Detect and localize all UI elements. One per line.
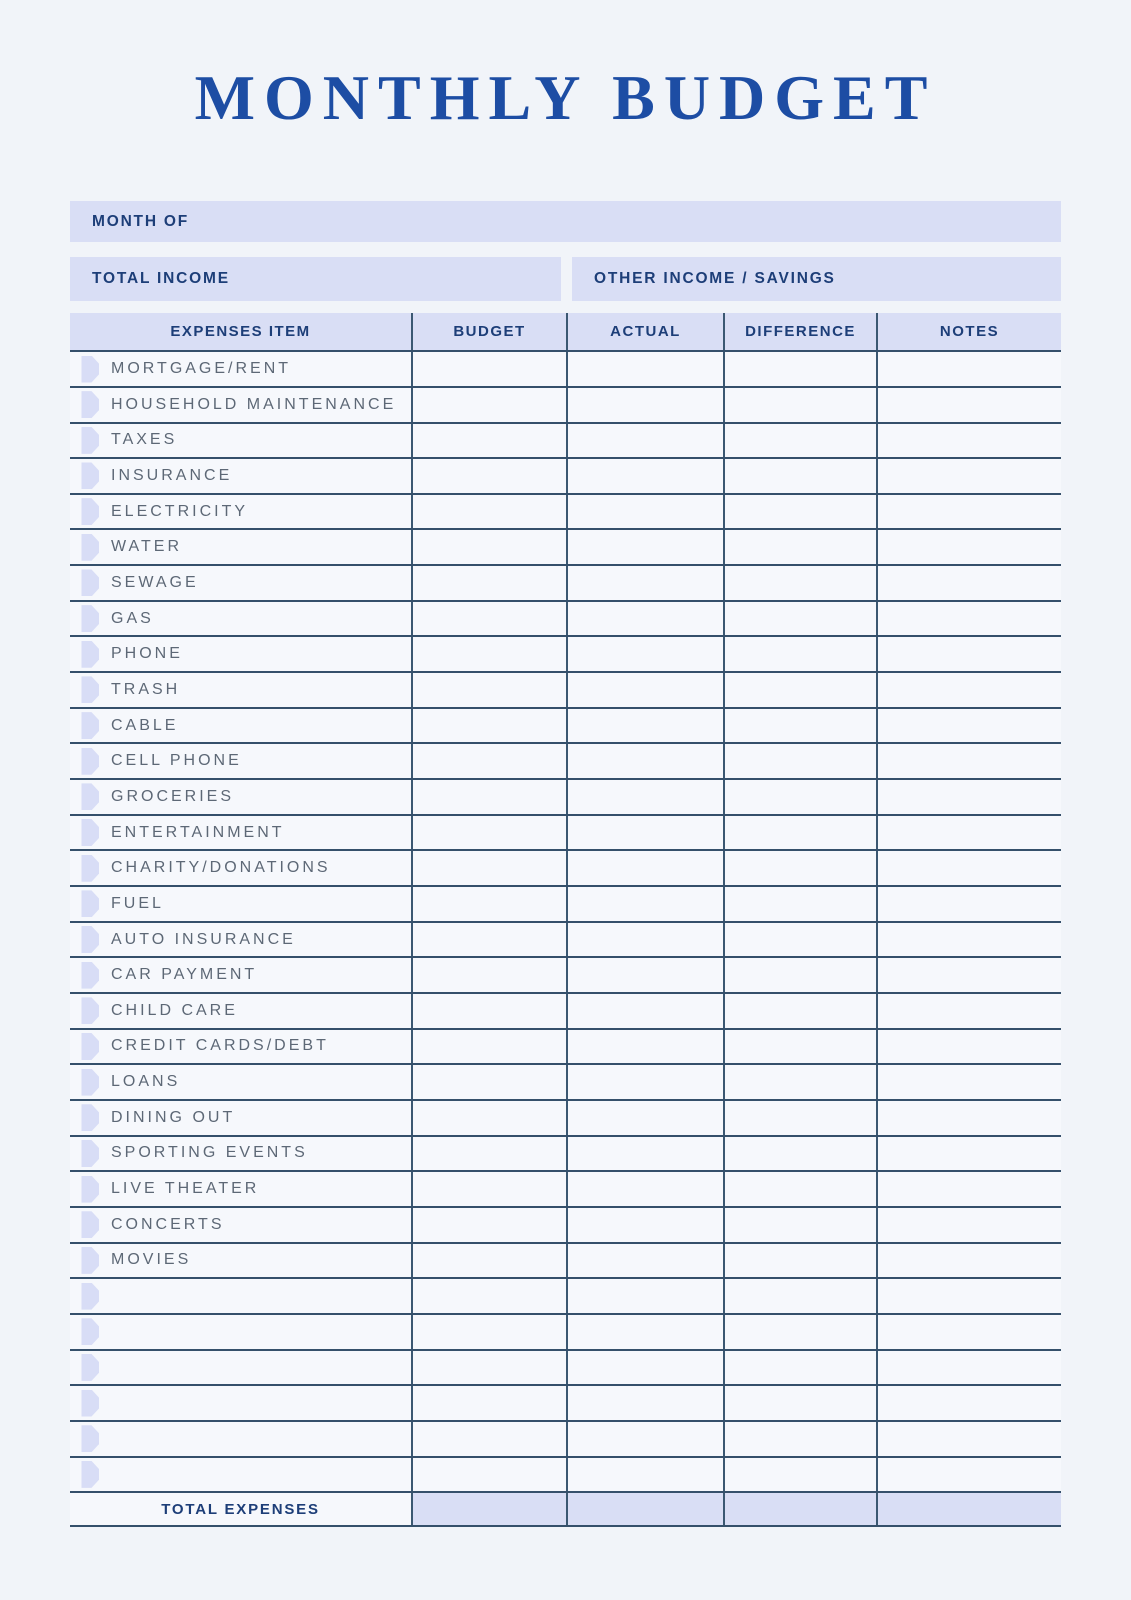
actual-cell[interactable] xyxy=(566,1208,723,1242)
bullet-icon xyxy=(74,498,99,525)
bullet-icon xyxy=(74,712,99,739)
total-actual-cell[interactable] xyxy=(566,1493,723,1525)
expense-item-cell xyxy=(70,1279,411,1313)
bullet-icon xyxy=(74,1247,99,1274)
table-row xyxy=(70,816,1061,852)
expense-item-label: ENTERTAINMENT xyxy=(111,823,285,841)
notes-cell[interactable] xyxy=(876,1422,1061,1456)
notes-cell[interactable] xyxy=(876,566,1061,600)
table-row xyxy=(70,744,1061,780)
expense-item-label: CAR PAYMENT xyxy=(111,966,258,984)
difference-cell[interactable] xyxy=(723,1386,876,1420)
notes-cell[interactable] xyxy=(876,1172,1061,1206)
table-row xyxy=(70,352,1061,388)
difference-cell[interactable] xyxy=(723,851,876,885)
total-expenses-row xyxy=(70,1493,1061,1527)
header-budget: BUDGET xyxy=(411,313,566,350)
difference-cell[interactable] xyxy=(723,1244,876,1278)
bullet-icon xyxy=(74,462,99,489)
budget-cell[interactable] xyxy=(411,923,566,957)
budget-cell[interactable] xyxy=(411,709,566,743)
budget-cell[interactable] xyxy=(411,566,566,600)
other-income-label: OTHER INCOME / SAVINGS xyxy=(594,270,836,288)
total-expenses-label: TOTAL EXPENSES xyxy=(161,1500,320,1518)
notes-cell[interactable] xyxy=(876,1244,1061,1278)
expense-item-cell xyxy=(70,1315,411,1349)
actual-cell[interactable] xyxy=(566,994,723,1028)
bullet-icon xyxy=(74,1318,99,1345)
notes-cell[interactable] xyxy=(876,530,1061,564)
other-income-field[interactable] xyxy=(572,257,1061,301)
expense-item-cell xyxy=(70,530,411,564)
expenses-table xyxy=(70,313,1061,1527)
difference-cell[interactable] xyxy=(723,816,876,850)
expense-item-label: TAXES xyxy=(111,431,178,449)
table-body xyxy=(70,352,1061,1493)
expense-item-label: FUEL xyxy=(111,894,164,912)
expense-item-cell xyxy=(70,1172,411,1206)
notes-cell[interactable] xyxy=(876,994,1061,1028)
bullet-icon xyxy=(74,1354,99,1381)
expense-item-label: ELECTRICITY xyxy=(111,502,249,520)
actual-cell[interactable] xyxy=(566,1315,723,1349)
bullet-icon xyxy=(74,1390,99,1417)
expense-item-label: LIVE THEATER xyxy=(111,1180,260,1198)
budget-cell[interactable] xyxy=(411,459,566,493)
bullet-icon xyxy=(74,1176,99,1203)
actual-cell[interactable] xyxy=(566,780,723,814)
total-income-field[interactable] xyxy=(70,257,561,301)
table-row xyxy=(70,1279,1061,1315)
actual-cell[interactable] xyxy=(566,602,723,636)
expense-item-cell xyxy=(70,1422,411,1456)
table-row xyxy=(70,1386,1061,1422)
expense-item-label: HOUSEHOLD MAINTENANCE xyxy=(111,395,397,413)
bullet-icon xyxy=(74,534,99,561)
expense-item-cell xyxy=(70,1208,411,1242)
budget-cell[interactable] xyxy=(411,637,566,671)
table-row xyxy=(70,780,1061,816)
notes-cell[interactable] xyxy=(876,923,1061,957)
notes-cell[interactable] xyxy=(876,780,1061,814)
table-row xyxy=(70,1244,1061,1280)
actual-cell[interactable] xyxy=(566,1279,723,1313)
difference-cell[interactable] xyxy=(723,923,876,957)
notes-cell[interactable] xyxy=(876,1279,1061,1313)
actual-cell[interactable] xyxy=(566,887,723,921)
notes-cell[interactable] xyxy=(876,1458,1061,1492)
notes-cell[interactable] xyxy=(876,958,1061,992)
header-notes: NOTES xyxy=(876,313,1061,350)
table-row xyxy=(70,530,1061,566)
difference-cell[interactable] xyxy=(723,459,876,493)
bullet-icon xyxy=(74,855,99,882)
actual-cell[interactable] xyxy=(566,1030,723,1064)
notes-cell[interactable] xyxy=(876,459,1061,493)
difference-cell[interactable] xyxy=(723,566,876,600)
difference-cell[interactable] xyxy=(723,495,876,529)
actual-cell[interactable] xyxy=(566,352,723,386)
table-row xyxy=(70,1315,1061,1351)
expense-item-cell xyxy=(70,388,411,422)
table-row xyxy=(70,1137,1061,1173)
expense-item-cell xyxy=(70,851,411,885)
expense-item-cell xyxy=(70,1351,411,1385)
budget-cell[interactable] xyxy=(411,1315,566,1349)
table-row xyxy=(70,994,1061,1030)
expense-item-label: LOANS xyxy=(111,1073,181,1091)
difference-cell[interactable] xyxy=(723,388,876,422)
header-actual: ACTUAL xyxy=(566,313,723,350)
actual-cell[interactable] xyxy=(566,1101,723,1135)
bullet-icon xyxy=(74,1104,99,1131)
table-row xyxy=(70,1065,1061,1101)
expense-item-cell xyxy=(70,1030,411,1064)
actual-cell[interactable] xyxy=(566,673,723,707)
expense-item-label: GAS xyxy=(111,609,154,627)
expense-item-cell xyxy=(70,1386,411,1420)
expense-item-label: MOVIES xyxy=(111,1251,192,1269)
expense-item-label: SEWAGE xyxy=(111,573,199,591)
notes-cell[interactable] xyxy=(876,602,1061,636)
difference-cell[interactable] xyxy=(723,780,876,814)
expense-item-label: CHILD CARE xyxy=(111,1001,238,1019)
expense-item-cell xyxy=(70,602,411,636)
budget-cell[interactable] xyxy=(411,495,566,529)
notes-cell[interactable] xyxy=(876,1386,1061,1420)
actual-cell[interactable] xyxy=(566,1351,723,1385)
actual-cell[interactable] xyxy=(566,1386,723,1420)
bullet-icon xyxy=(74,676,99,703)
expense-item-label: INSURANCE xyxy=(111,466,233,484)
bullet-icon xyxy=(74,1033,99,1060)
expense-item-cell xyxy=(70,994,411,1028)
actual-cell[interactable] xyxy=(566,530,723,564)
difference-cell[interactable] xyxy=(723,1172,876,1206)
bullet-icon xyxy=(74,926,99,953)
bullet-icon xyxy=(74,1140,99,1167)
budget-cell[interactable] xyxy=(411,816,566,850)
table-row xyxy=(70,566,1061,602)
notes-cell[interactable] xyxy=(876,637,1061,671)
table-row xyxy=(70,1208,1061,1244)
bullet-icon xyxy=(74,605,99,632)
expense-item-cell xyxy=(70,1137,411,1171)
header-expenses-item: EXPENSES ITEM xyxy=(170,323,311,341)
actual-cell[interactable] xyxy=(566,709,723,743)
expense-item-label: CONCERTS xyxy=(111,1215,225,1233)
expense-item-cell xyxy=(70,424,411,458)
actual-cell[interactable] xyxy=(566,923,723,957)
actual-cell[interactable] xyxy=(566,459,723,493)
income-section xyxy=(70,257,1061,301)
expense-item-label: PHONE xyxy=(111,645,183,663)
budget-cell[interactable] xyxy=(411,602,566,636)
bullet-icon xyxy=(74,1069,99,1096)
header-difference: DIFFERENCE xyxy=(723,313,876,350)
difference-cell[interactable] xyxy=(723,1030,876,1064)
actual-cell[interactable] xyxy=(566,637,723,671)
notes-cell[interactable] xyxy=(876,424,1061,458)
budget-cell[interactable] xyxy=(411,887,566,921)
difference-cell[interactable] xyxy=(723,744,876,778)
budget-cell[interactable] xyxy=(411,1030,566,1064)
difference-cell[interactable] xyxy=(723,1315,876,1349)
budget-cell[interactable] xyxy=(411,780,566,814)
bullet-icon xyxy=(74,890,99,917)
budget-cell[interactable] xyxy=(411,1351,566,1385)
table-row xyxy=(70,388,1061,424)
notes-cell[interactable] xyxy=(876,709,1061,743)
difference-cell[interactable] xyxy=(723,958,876,992)
table-header-row xyxy=(70,313,1061,352)
actual-cell[interactable] xyxy=(566,816,723,850)
difference-cell[interactable] xyxy=(723,994,876,1028)
expense-item-cell xyxy=(70,1101,411,1135)
table-row xyxy=(70,958,1061,994)
bullet-icon xyxy=(74,783,99,810)
expense-item-cell xyxy=(70,352,411,386)
difference-cell[interactable] xyxy=(723,637,876,671)
notes-cell[interactable] xyxy=(876,352,1061,386)
actual-cell[interactable] xyxy=(566,424,723,458)
expense-item-cell xyxy=(70,780,411,814)
difference-cell[interactable] xyxy=(723,602,876,636)
actual-cell[interactable] xyxy=(566,744,723,778)
expense-item-cell xyxy=(70,1065,411,1099)
expense-item-label: SPORTING EVENTS xyxy=(111,1144,308,1162)
table-row xyxy=(70,1422,1061,1458)
notes-cell[interactable] xyxy=(876,673,1061,707)
bullet-icon xyxy=(74,569,99,596)
notes-cell[interactable] xyxy=(876,1101,1061,1135)
notes-cell[interactable] xyxy=(876,816,1061,850)
bullet-icon xyxy=(74,819,99,846)
notes-cell[interactable] xyxy=(876,1065,1061,1099)
actual-cell[interactable] xyxy=(566,495,723,529)
expense-item-label: CHARITY/DONATIONS xyxy=(111,859,331,877)
notes-cell[interactable] xyxy=(876,1208,1061,1242)
budget-cell[interactable] xyxy=(411,673,566,707)
expense-item-label: CELL PHONE xyxy=(111,752,242,770)
bullet-icon xyxy=(74,1425,99,1452)
expense-item-label: CABLE xyxy=(111,716,179,734)
notes-cell[interactable] xyxy=(876,744,1061,778)
table-row xyxy=(70,851,1061,887)
budget-cell[interactable] xyxy=(411,1279,566,1313)
difference-cell[interactable] xyxy=(723,424,876,458)
actual-cell[interactable] xyxy=(566,566,723,600)
actual-cell[interactable] xyxy=(566,1065,723,1099)
budget-cell[interactable] xyxy=(411,1137,566,1171)
total-notes-cell[interactable] xyxy=(876,1493,1061,1525)
expense-item-label: GROCERIES xyxy=(111,787,235,805)
difference-cell[interactable] xyxy=(723,1279,876,1313)
notes-cell[interactable] xyxy=(876,1030,1061,1064)
bullet-icon xyxy=(74,356,99,383)
expense-item-cell xyxy=(70,744,411,778)
bullet-icon xyxy=(74,641,99,668)
total-difference-cell[interactable] xyxy=(723,1493,876,1525)
budget-cell[interactable] xyxy=(411,958,566,992)
notes-cell[interactable] xyxy=(876,887,1061,921)
budget-cell[interactable] xyxy=(411,424,566,458)
difference-cell[interactable] xyxy=(723,709,876,743)
budget-cell[interactable] xyxy=(411,352,566,386)
expense-item-cell xyxy=(70,887,411,921)
expense-item-label: TRASH xyxy=(111,680,181,698)
bullet-icon xyxy=(74,427,99,454)
expense-item-cell xyxy=(70,709,411,743)
difference-cell[interactable] xyxy=(723,352,876,386)
expense-item-cell xyxy=(70,673,411,707)
bullet-icon xyxy=(74,391,99,418)
table-row xyxy=(70,424,1061,460)
table-row xyxy=(70,459,1061,495)
expense-item-label: MORTGAGE/RENT xyxy=(111,360,292,378)
total-income-label: TOTAL INCOME xyxy=(92,270,230,288)
budget-cell[interactable] xyxy=(411,851,566,885)
budget-cell[interactable] xyxy=(411,744,566,778)
month-of-label: MONTH OF xyxy=(92,212,190,230)
difference-cell[interactable] xyxy=(723,887,876,921)
bullet-icon xyxy=(74,997,99,1024)
actual-cell[interactable] xyxy=(566,1137,723,1171)
bullet-icon xyxy=(74,1211,99,1238)
page-title: MONTHLY BUDGET xyxy=(194,62,937,133)
actual-cell[interactable] xyxy=(566,1422,723,1456)
actual-cell[interactable] xyxy=(566,851,723,885)
notes-cell[interactable] xyxy=(876,851,1061,885)
table-row xyxy=(70,923,1061,959)
notes-cell[interactable] xyxy=(876,1351,1061,1385)
table-row xyxy=(70,1351,1061,1387)
budget-cell[interactable] xyxy=(411,1065,566,1099)
table-row xyxy=(70,887,1061,923)
table-row xyxy=(70,1101,1061,1137)
expense-item-cell xyxy=(70,637,411,671)
budget-cell[interactable] xyxy=(411,1101,566,1135)
budget-cell[interactable] xyxy=(411,1172,566,1206)
difference-cell[interactable] xyxy=(723,1208,876,1242)
total-budget-cell[interactable] xyxy=(411,1493,566,1525)
expense-item-cell xyxy=(70,1458,411,1492)
difference-cell[interactable] xyxy=(723,1422,876,1456)
notes-cell[interactable] xyxy=(876,388,1061,422)
budget-cell[interactable] xyxy=(411,1458,566,1492)
table-row xyxy=(70,602,1061,638)
difference-cell[interactable] xyxy=(723,1101,876,1135)
actual-cell[interactable] xyxy=(566,1244,723,1278)
expense-item-label: AUTO INSURANCE xyxy=(111,930,296,948)
actual-cell[interactable] xyxy=(566,388,723,422)
notes-cell[interactable] xyxy=(876,495,1061,529)
bullet-icon xyxy=(74,1461,99,1488)
budget-cell[interactable] xyxy=(411,1422,566,1456)
budget-cell[interactable] xyxy=(411,1244,566,1278)
expense-item-cell xyxy=(70,923,411,957)
budget-cell[interactable] xyxy=(411,994,566,1028)
difference-cell[interactable] xyxy=(723,1065,876,1099)
actual-cell[interactable] xyxy=(566,958,723,992)
expense-item-label: WATER xyxy=(111,538,182,556)
bullet-icon xyxy=(74,1283,99,1310)
actual-cell[interactable] xyxy=(566,1458,723,1492)
actual-cell[interactable] xyxy=(566,1172,723,1206)
table-row xyxy=(70,637,1061,673)
notes-cell[interactable] xyxy=(876,1137,1061,1171)
table-row xyxy=(70,673,1061,709)
bullet-icon xyxy=(74,748,99,775)
expense-item-label: CREDIT CARDS/DEBT xyxy=(111,1037,329,1055)
expense-item-cell xyxy=(70,1244,411,1278)
expense-item-cell xyxy=(70,495,411,529)
expense-item-cell xyxy=(70,958,411,992)
table-row xyxy=(70,495,1061,531)
expense-item-cell xyxy=(70,816,411,850)
expense-item-label: DINING OUT xyxy=(111,1108,236,1126)
difference-cell[interactable] xyxy=(723,530,876,564)
difference-cell[interactable] xyxy=(723,1137,876,1171)
difference-cell[interactable] xyxy=(723,673,876,707)
budget-cell[interactable] xyxy=(411,1208,566,1242)
table-row xyxy=(70,1172,1061,1208)
table-row xyxy=(70,1030,1061,1066)
table-row xyxy=(70,709,1061,745)
table-row xyxy=(70,1458,1061,1494)
budget-cell[interactable] xyxy=(411,1386,566,1420)
budget-cell[interactable] xyxy=(411,388,566,422)
bullet-icon xyxy=(74,962,99,989)
expense-item-cell xyxy=(70,566,411,600)
difference-cell[interactable] xyxy=(723,1351,876,1385)
expense-item-cell xyxy=(70,459,411,493)
budget-cell[interactable] xyxy=(411,530,566,564)
difference-cell[interactable] xyxy=(723,1458,876,1492)
notes-cell[interactable] xyxy=(876,1315,1061,1349)
month-of-field[interactable] xyxy=(70,201,1061,242)
